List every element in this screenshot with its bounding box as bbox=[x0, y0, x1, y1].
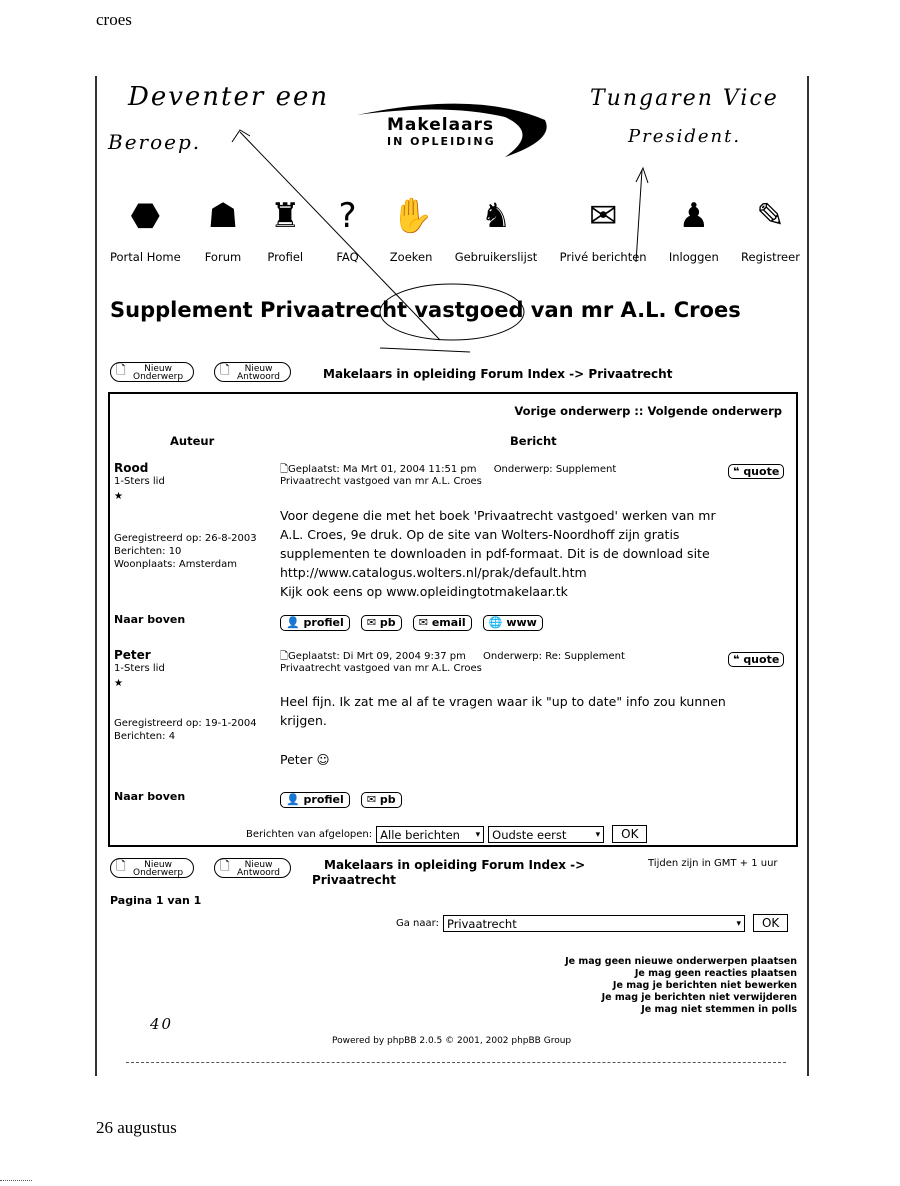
jump-row bbox=[396, 914, 788, 932]
post-body bbox=[280, 692, 780, 730]
quote-button[interactable] bbox=[728, 648, 784, 667]
breadcrumb-line1: Makelaars in opleiding Forum Index -> bbox=[324, 858, 586, 872]
post-subject-2: Privaatrecht vastgoed van mr A.L. Croes bbox=[280, 663, 482, 674]
jump-select[interactable] bbox=[443, 915, 745, 932]
document-icon: 🗋 bbox=[116, 363, 126, 377]
post-author-info bbox=[114, 532, 264, 571]
nav-registreer[interactable] bbox=[741, 196, 800, 264]
select-value: Privaatrecht bbox=[446, 916, 517, 931]
chevron-down-icon: ▾ bbox=[595, 829, 601, 840]
post-date: Geplaatst: Ma Mrt 01, 2004 11:51 pm bbox=[288, 464, 477, 475]
btn-line2: Antwoord bbox=[237, 868, 281, 878]
scan-dots bbox=[0, 1180, 32, 1181]
body-line: A.L. Croes, 9e druk. Op de site van Wolters-Noordhoff zijn gratis bbox=[280, 527, 680, 542]
permission-line: Je mag geen reacties plaatsen bbox=[634, 968, 797, 979]
pm-button[interactable]: ✉ pb bbox=[361, 792, 402, 808]
nav-label: Gebruikerslijst bbox=[454, 250, 538, 264]
userlist-icon: ♞ bbox=[480, 196, 512, 236]
nav-forum[interactable] bbox=[203, 196, 243, 264]
permission-line: Je mag geen nieuwe onderwerpen plaatsen bbox=[565, 956, 797, 967]
annotation-left-top: Deventer een bbox=[128, 82, 330, 112]
forum-icon: ☗ bbox=[207, 196, 239, 236]
select-value: Alle berichten bbox=[380, 827, 460, 842]
back-to-top-link[interactable]: Naar boven bbox=[114, 613, 186, 626]
jump-ok-button[interactable]: OK bbox=[753, 914, 788, 932]
home-icon: ⬣ bbox=[130, 196, 161, 236]
quote-label: quote bbox=[743, 465, 780, 478]
post-author-info bbox=[114, 717, 264, 743]
login-icon: ♟ bbox=[678, 196, 710, 236]
breadcrumb-bottom[interactable] bbox=[312, 858, 585, 888]
action-label: email bbox=[431, 616, 466, 629]
signature: Peter bbox=[280, 752, 313, 767]
breadcrumb[interactable]: Makelaars in opleiding Forum Index -> Privaatrecht bbox=[323, 367, 673, 381]
mail-icon: ✉ bbox=[588, 196, 618, 236]
logo-line2: IN OPLEIDING bbox=[387, 135, 496, 148]
topic-title: Supplement Privaatrecht vastgoed van mr A.L. Croes bbox=[110, 298, 741, 322]
post-subject: Onderwerp: Supplement bbox=[493, 464, 617, 475]
col-message: Bericht bbox=[510, 434, 557, 448]
page-footer-date: 26 augustus bbox=[96, 1118, 177, 1137]
topic-nav[interactable]: Vorige onderwerp :: Volgende onderwerp bbox=[514, 404, 782, 418]
nav-inloggen[interactable] bbox=[669, 196, 719, 264]
post-count: Berichten: 10 bbox=[114, 546, 182, 557]
btn-line2: Onderwerp bbox=[133, 372, 184, 382]
action-label: profiel bbox=[303, 793, 344, 806]
back-to-top-link[interactable]: Naar boven bbox=[114, 790, 186, 803]
nav-portal-home[interactable] bbox=[110, 196, 181, 264]
nav-label: Portal Home bbox=[110, 250, 181, 264]
permission-line: Je mag je berichten niet bewerken bbox=[612, 980, 797, 991]
permission-line: Je mag je berichten niet verwijderen bbox=[601, 992, 797, 1003]
profile-button[interactable]: 👤 profiel bbox=[280, 792, 350, 808]
register-icon: ✎ bbox=[756, 196, 785, 236]
profile-icon: ♜ bbox=[269, 196, 301, 236]
faq-icon: ? bbox=[338, 196, 357, 236]
forum-logo bbox=[355, 95, 555, 165]
scan-line bbox=[126, 1062, 786, 1063]
quote-label: quote bbox=[743, 653, 780, 666]
new-topic-button[interactable] bbox=[110, 362, 194, 383]
action-label: profiel bbox=[303, 616, 344, 629]
nav-label: Registreer bbox=[741, 250, 800, 264]
quote-icon: ❝ bbox=[733, 653, 740, 666]
pagination: Pagina 1 van 1 bbox=[110, 894, 202, 907]
post-rank: 1-Sters lid bbox=[114, 476, 165, 487]
nav-faq[interactable] bbox=[328, 196, 368, 264]
permissions-list bbox=[565, 956, 797, 1016]
btn-line2: Onderwerp bbox=[133, 868, 184, 878]
col-author: Auteur bbox=[170, 434, 215, 448]
document-icon: 🗋 bbox=[220, 859, 230, 873]
nav-label: Zoeken bbox=[389, 250, 433, 264]
filter-row bbox=[246, 825, 647, 843]
period-select[interactable] bbox=[376, 826, 484, 843]
breadcrumb-line2: Privaatrecht bbox=[312, 873, 397, 887]
logo-line1: Makelaars bbox=[387, 115, 495, 135]
select-value: Oudste eerst bbox=[492, 827, 567, 842]
new-topic-button-bottom[interactable] bbox=[110, 858, 194, 879]
nav-label: Forum bbox=[204, 250, 242, 264]
post-subject-2: Privaatrecht vastgoed van mr A.L. Croes bbox=[280, 476, 482, 487]
body-line: supplementen te downloaden in pdf-formaat. Dit is de download site bbox=[280, 546, 710, 561]
body-link[interactable]: http://www.catalogus.wolters.nl/prak/default.htm bbox=[280, 565, 587, 580]
body-line: Heel fijn. Ik zat me al af te vragen waar ik "up to date" info zou kunnen bbox=[280, 694, 726, 709]
nav-zoeken[interactable] bbox=[390, 196, 433, 264]
post-icon: 🗋 bbox=[280, 651, 289, 662]
margin-note: 40 bbox=[150, 1015, 174, 1033]
timezone-note: Tijden zijn in GMT + 1 uur bbox=[648, 858, 778, 869]
profile-button[interactable]: 👤 profiel bbox=[280, 615, 350, 631]
nav-label: Inloggen bbox=[668, 250, 719, 264]
rank-star-icon: ★ bbox=[114, 491, 123, 502]
action-label: pb bbox=[379, 616, 396, 629]
post-actions bbox=[280, 611, 549, 631]
body-line: Voor degene die met het boek 'Privaatrecht vastgoed' werken van mr bbox=[280, 508, 716, 523]
quote-button[interactable] bbox=[728, 460, 784, 479]
post-date: Geplaatst: Di Mrt 09, 2004 9:37 pm bbox=[288, 651, 466, 662]
nav-profiel[interactable] bbox=[265, 196, 305, 264]
post-body bbox=[280, 506, 780, 601]
chevron-down-icon: ▾ bbox=[736, 918, 741, 929]
chevron-down-icon: ▾ bbox=[475, 829, 481, 840]
pm-button[interactable]: ✉ pb bbox=[361, 615, 402, 631]
search-icon: ✋ bbox=[391, 196, 434, 236]
body-line: Kijk ook eens op www.opleidingtotmakelaar.tk bbox=[280, 584, 568, 599]
main-nav bbox=[110, 196, 800, 264]
smiley-icon: ☺ bbox=[316, 752, 330, 767]
btn-line1: Nieuw bbox=[144, 860, 172, 870]
document-icon: 🗋 bbox=[220, 363, 230, 377]
powered-by: Powered by phpBB 2.0.5 © 2001, 2002 phpBB Group bbox=[332, 1036, 572, 1046]
post-signature bbox=[280, 750, 330, 769]
quote-icon: ❝ bbox=[733, 465, 740, 478]
post-actions bbox=[280, 788, 408, 808]
annotation-right-top: Tungaren Vice bbox=[590, 86, 779, 111]
page-header-name: croes bbox=[96, 10, 132, 29]
action-label: pb bbox=[379, 793, 396, 806]
posts-box bbox=[108, 392, 798, 847]
order-select[interactable] bbox=[488, 826, 604, 843]
email-button[interactable]: ✉ email bbox=[413, 615, 472, 631]
nav-prive-berichten[interactable] bbox=[560, 196, 647, 264]
nav-label: Privé berichten bbox=[559, 250, 647, 264]
filter-ok-button[interactable]: OK bbox=[612, 825, 647, 843]
btn-line1: Nieuw bbox=[144, 364, 172, 374]
body-line: krijgen. bbox=[280, 713, 327, 728]
reply-button-bottom[interactable] bbox=[214, 858, 291, 879]
annotation-left-bottom: Beroep. bbox=[108, 130, 202, 154]
post-rank: 1-Sters lid bbox=[114, 663, 165, 674]
permission-line: Je mag niet stemmen in polls bbox=[641, 1004, 797, 1015]
btn-line2: Antwoord bbox=[237, 372, 281, 382]
registered: Geregistreerd op: 26-8-2003 bbox=[114, 533, 257, 544]
rank-star-icon: ★ bbox=[114, 678, 123, 689]
post-count: Berichten: 4 bbox=[114, 731, 176, 742]
post-icon: 🗋 bbox=[280, 464, 289, 475]
registered: Geregistreerd op: 19-1-2004 bbox=[114, 718, 257, 729]
nav-gebruikerslijst[interactable] bbox=[455, 196, 538, 264]
btn-line1: Nieuw bbox=[244, 364, 273, 374]
jump-label: Ga naar: bbox=[396, 917, 439, 929]
post-author[interactable]: Peter bbox=[114, 648, 151, 662]
action-label: www bbox=[506, 616, 537, 629]
filter-label: Berichten van afgelopen: bbox=[246, 828, 373, 840]
document-icon: 🗋 bbox=[116, 859, 126, 873]
post-author[interactable]: Rood bbox=[114, 461, 149, 475]
btn-line1: Nieuw bbox=[244, 860, 273, 870]
annotation-right-bottom: President. bbox=[628, 126, 742, 147]
www-button[interactable]: 🌐 www bbox=[483, 615, 543, 631]
nav-label: FAQ bbox=[336, 250, 359, 264]
nav-label: Profiel bbox=[267, 250, 304, 264]
reply-button[interactable] bbox=[214, 362, 291, 383]
location: Woonplaats: Amsterdam bbox=[114, 559, 237, 570]
post-subject: Onderwerp: Re: Supplement bbox=[483, 651, 625, 662]
